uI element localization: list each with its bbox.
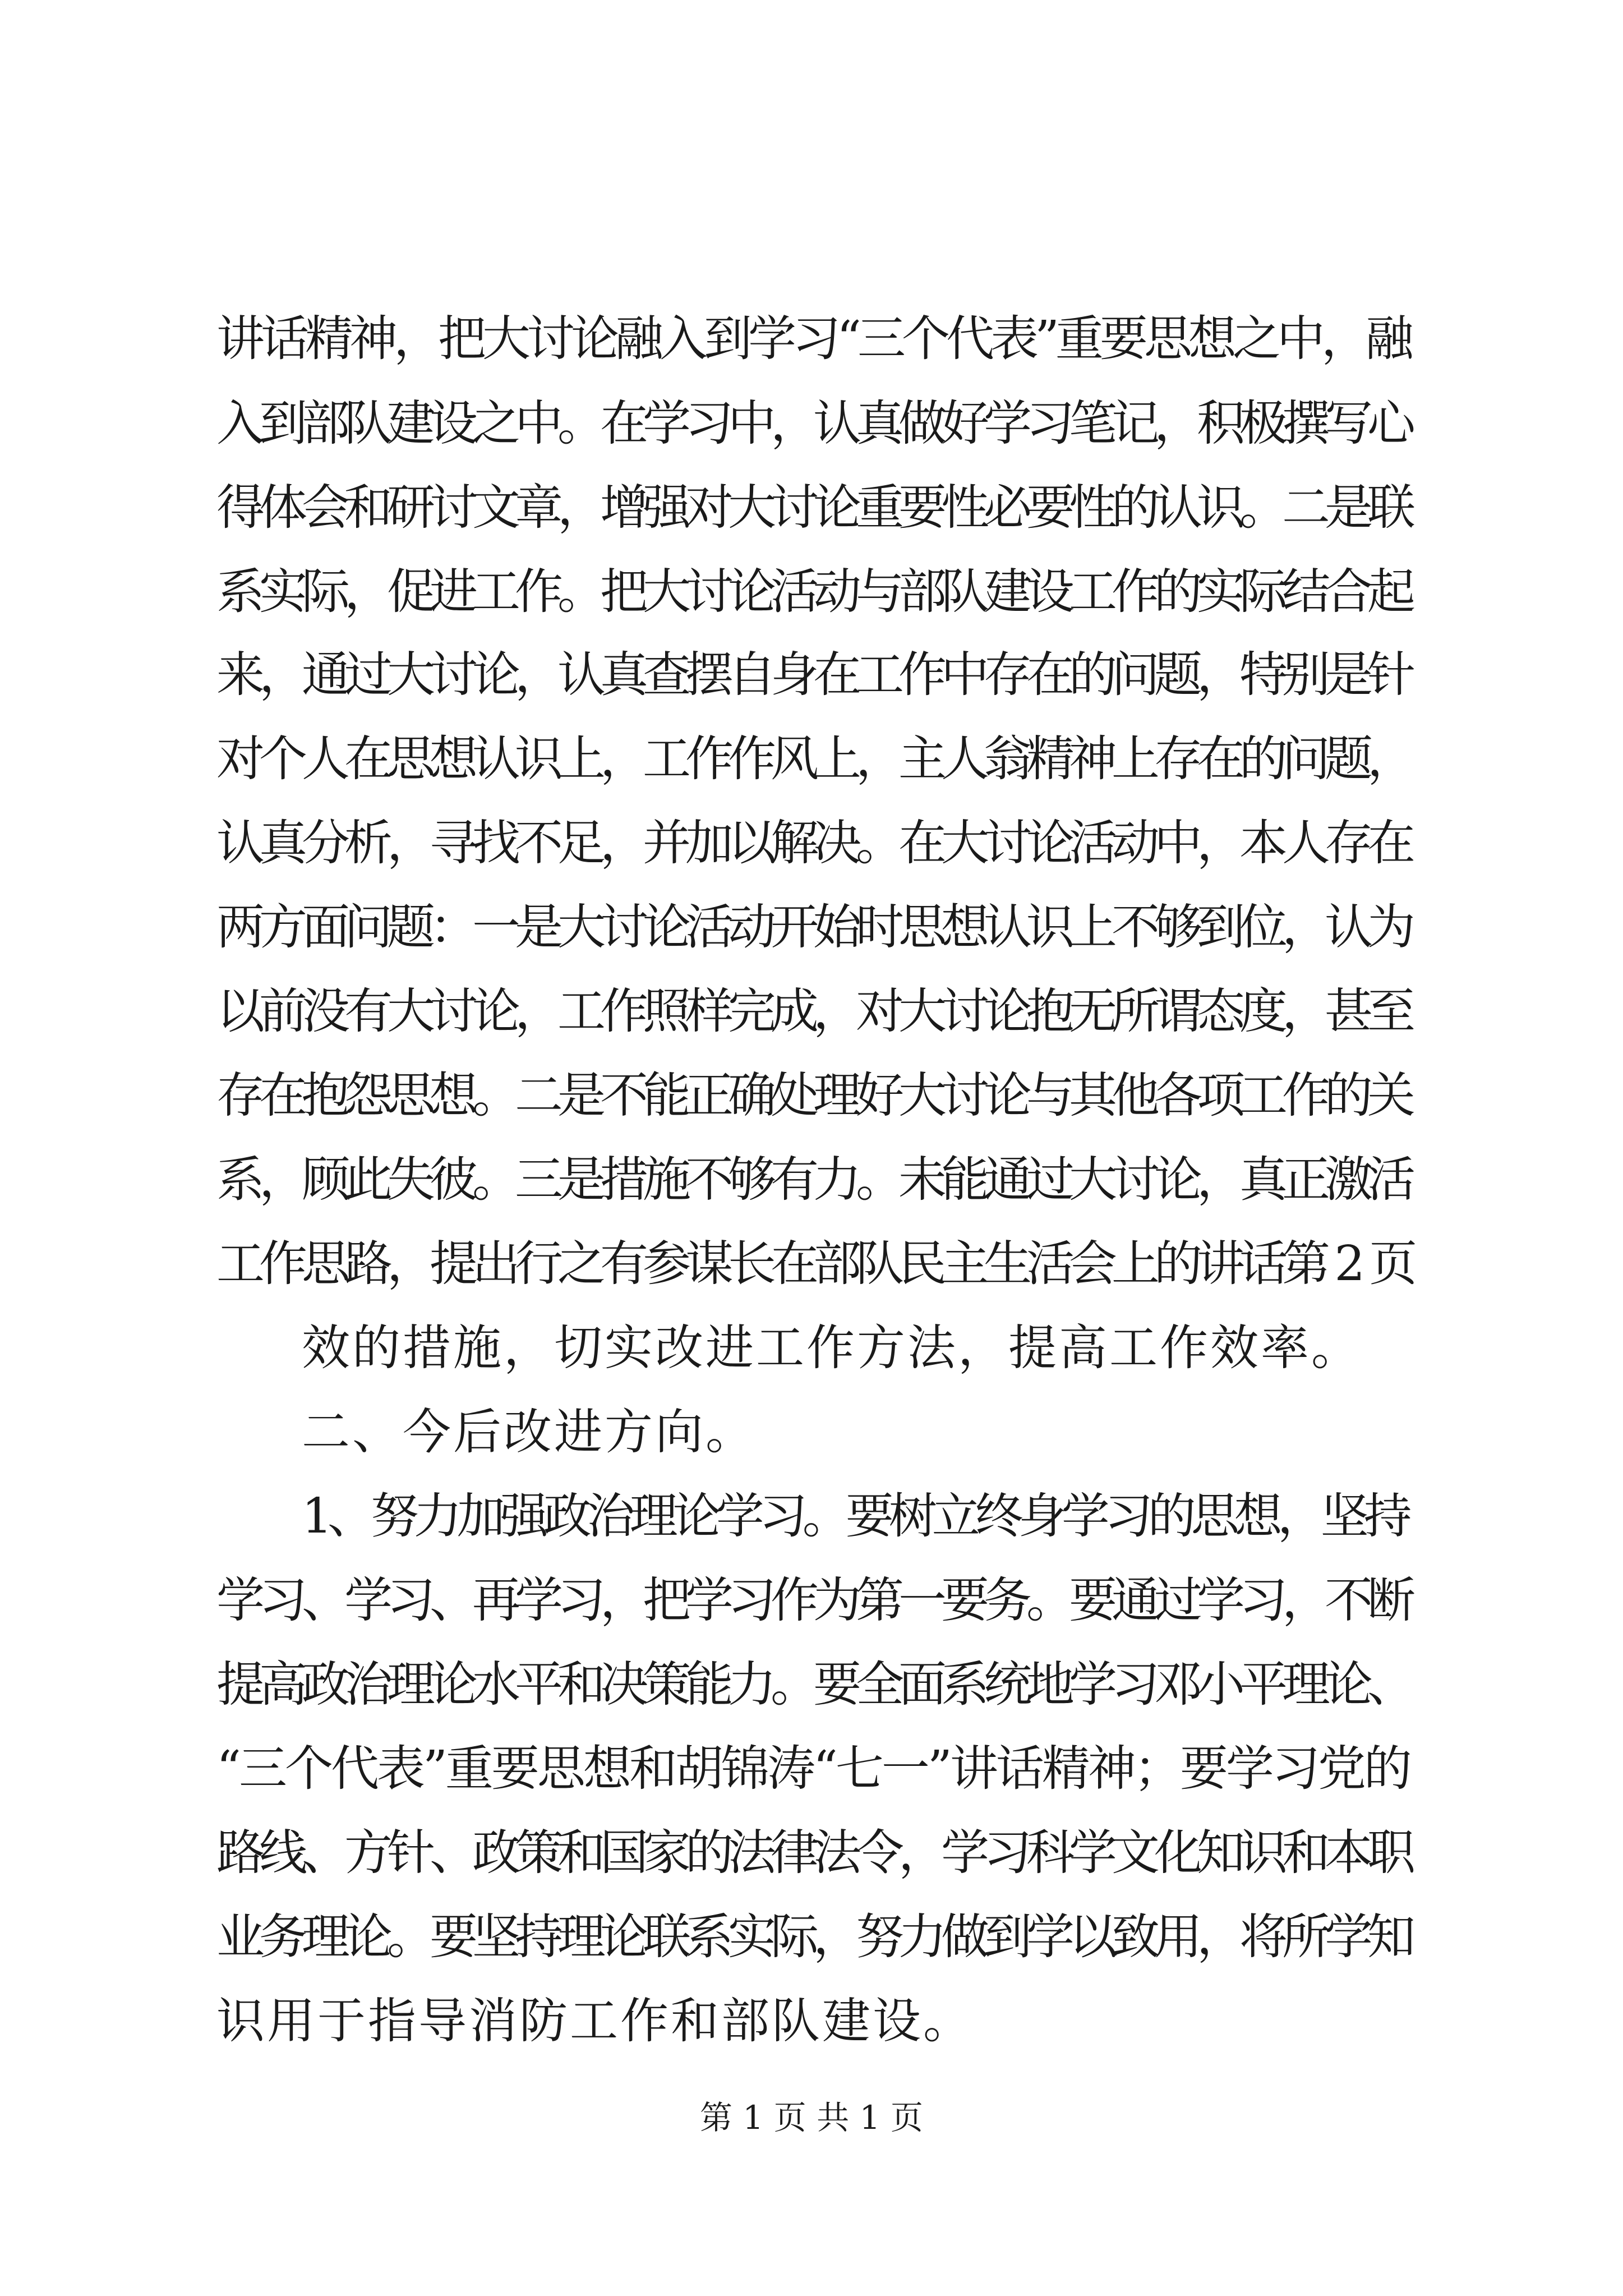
text-line-content: 得体会和研讨文章，增强对大讨论重要性必要性的认识。二是联 [216, 480, 1410, 536]
text-line-content: 对个人在思想认识上，工作作风上，主人翁精神上存在的问题， [216, 731, 1410, 787]
text-line-content: 效的措施，切实改进工作方法，提高工作效率。 [302, 1320, 1362, 1376]
text-line-content: 识用于指导消防工作和部队建设。 [216, 1993, 974, 2049]
text-line-content: 存在抱怨思想。二是不能正确处理好大讨论与其他各项工作的关 [216, 1068, 1410, 1124]
section-heading-text: 二、今后改进方向。 [302, 1404, 756, 1460]
text-line-content: 以前没有大讨论，工作照样完成，对大讨论抱无所谓态度，甚至 [216, 983, 1410, 1039]
text-line-content: 系实际，促进工作。把大讨论活动与部队建设工作的实际结合起 [216, 564, 1410, 620]
text-line [0, 1971, 1623, 2072]
page-footer [0, 2095, 1623, 2140]
text-line-content: 入到部队建设之中。在学习中，认真做好学习笔记，积极撰写心 [216, 395, 1410, 452]
text-line-content: 路线、方针、政策和国家的法律法令，学习科学文化知识和本职 [216, 1825, 1410, 1881]
text-line-content: 提高政治理论水平和决策能力。要全面系统地学习邓小平理论、 [216, 1657, 1410, 1713]
page-number-label: 第 1 页 共 1 页 [700, 2099, 923, 2137]
text-line-content: 两方面问题：一是大讨论活动开始时思想认识上不够到位，认为 [216, 899, 1410, 955]
text-line-content: 系，顾此失彼。三是措施不够有力。未能通过大讨论，真正激活 [216, 1152, 1410, 1208]
text-line-content: 讲话精神，把大讨论融入到学习“三个代表”重要思想之中，融 [216, 311, 1410, 367]
text-line-content: 认真分析，寻找不足，并加以解决。在大讨论活动中，本人存在 [216, 815, 1410, 871]
text-line-content: 1、努力加强政治理论学习。要树立终身学习的思想，坚持 [302, 1488, 1407, 1544]
text-line-content: 业务理论。要坚持理论联系实际，努力做到学以致用，将所学知 [216, 1909, 1410, 1965]
text-line-content: “三个代表”重要思想和胡锦涛“七一”讲话精神；要学习党的 [216, 1741, 1410, 1797]
text-line-content: 学习、学习、再学习，把学习作为第一要务。要通过学习，不断 [216, 1572, 1410, 1628]
text-line-content: 来，通过大讨论，认真查摆自身在工作中存在的问题，特别是针 [216, 647, 1410, 703]
text-line-content: 工作思路，提出行之有参谋长在部队民主生活会上的讲话第 2 页 [216, 1236, 1412, 1292]
